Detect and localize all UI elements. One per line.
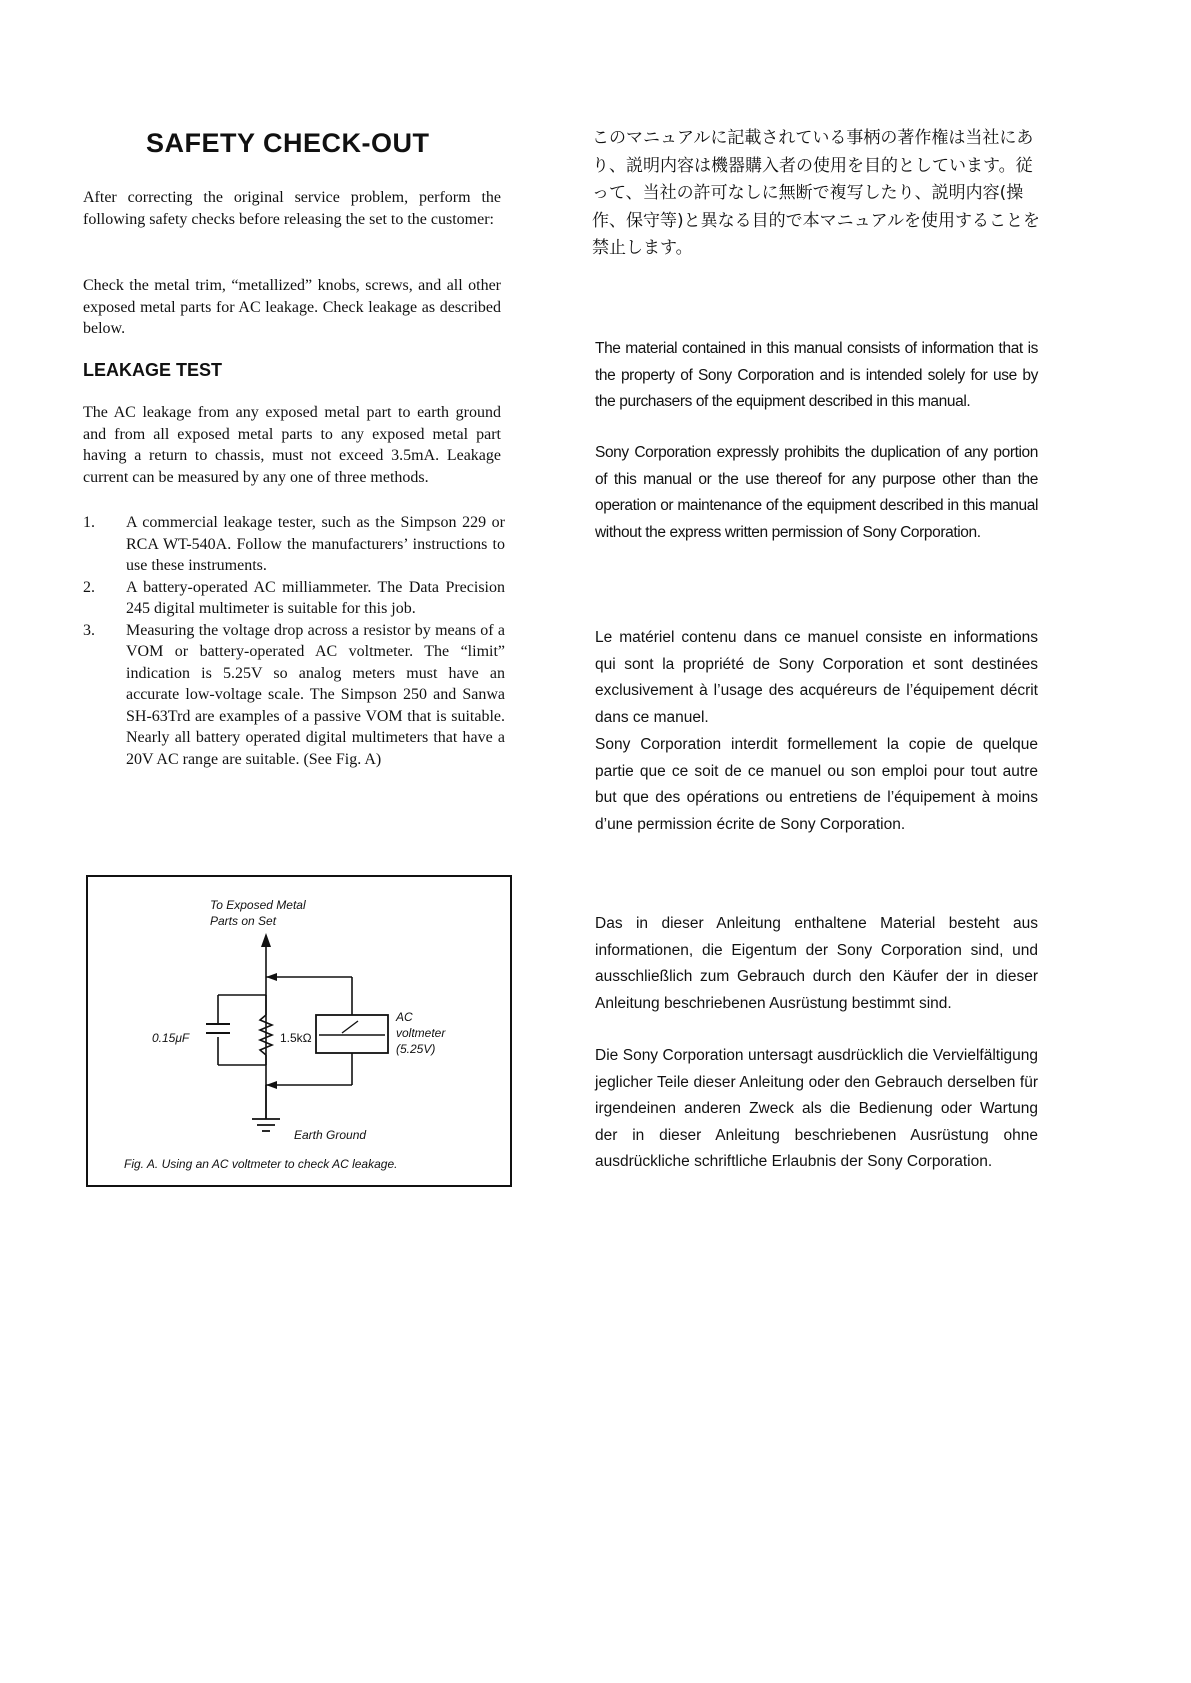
japanese-notice: このマニュアルに記載されている事柄の著作権は当社にあり、説明内容は機器購入者の使用を目的としています。従って、当社の許可なしに無断で複写したり、説明内容(操作、保守等)と異なる目的で本マニュアルを使用することを禁止します。 (592, 128, 1040, 258)
earth-ground-icon (252, 1119, 280, 1131)
check-paragraph: Check the metal trim, “metallized” knobs, screws, and all other exposed metal parts for AC leakage. Check leakage as described below. (83, 277, 501, 337)
list-number: 1. (83, 514, 95, 531)
list-text: A battery-operated AC milliammeter. The Data Precision 245 digital multimeter is suitable for this job. (126, 578, 505, 617)
list-item (83, 620, 505, 771)
meter-label-line1: AC (396, 1010, 413, 1024)
arrow-head-icon (266, 973, 277, 981)
french-notice-2: Sony Corporation interdit formellement la copie de quelque partie que ce soit de ce manuel ou son emploi pour tout autre but que des opérations ou entretiens de l’équipement à moins d’une permission écrite de Sony Corporation. (595, 736, 1038, 833)
capacitor-label: 0.15μF (152, 1031, 190, 1045)
resistor-label: 1.5kΩ (280, 1031, 312, 1045)
german-notice-1: Das in dieser Anleitung enthaltene Material besteht aus informationen, die Eigentum der Sony Corporation sind, und ausschließlich zum Gebrauch durch den Käufer der in dieser Anleitung beschriebenen Ausrüstung bestimmt sind. (595, 915, 1038, 1012)
voltmeter-icon (316, 1015, 388, 1053)
figure-caption: Fig. A. Using an AC voltmeter to check AC leakage. (124, 1157, 398, 1171)
list-number: 3. (83, 621, 95, 639)
list-text: A commercial leakage tester, such as the Simpson 229 or RCA WT-540A. Follow the manufacturers’ instructions to use these instruments. (126, 514, 505, 574)
up-arrow-icon (261, 933, 271, 947)
leakage-test-heading: LEAKAGE TEST (83, 360, 223, 380)
french-notice-1: Le matériel contenu dans ce manuel consiste en informations qui sont la propriété de Sony Corporation et sont destinées exclusivement à l’usage des acquéreurs de l’équipement décrit dans ce manuel. (595, 629, 1038, 726)
meter-label-line2: voltmeter (396, 1026, 446, 1040)
list-item (83, 512, 505, 577)
list-item (83, 577, 505, 620)
top-label-line1: To Exposed Metal (210, 898, 306, 912)
methods-list (83, 512, 505, 770)
english-notice-1: The material contained in this manual consists of information that is the property of Sony Corporation and is intended solely for use by the purchasers of the equipment described in this manual. (595, 340, 1038, 410)
arrow-head-icon (266, 1081, 277, 1089)
list-text: Measuring the voltage drop across a resistor by means of a VOM or battery-operated AC voltmeter. The “limit” indication is 5.25V so analog meters must have an accurate low-voltage scale. The Simpson 250 and Sanwa SH-63Trd are examples of a passive VOM that is suitable. Nearly all battery operated digital multimeters that have a 20V AC range are suitable. (See Fig. A) (126, 621, 505, 768)
meter-label-line3: (5.25V) (396, 1042, 436, 1056)
ground-label: Earth Ground (294, 1128, 367, 1142)
english-notice-2: Sony Corporation expressly prohibits the duplication of any portion of this manual or the use thereof for any purpose other than the operation or maintenance of the equipment described in this manual without the express written permission of Sony Corporation. (595, 444, 1038, 541)
page-title: SAFETY CHECK-OUT (146, 128, 430, 158)
figure-a (86, 875, 512, 1187)
leakage-paragraph: The AC leakage from any exposed metal part to earth ground and from all exposed metal parts to any exposed metal part having a return to chassis, must not exceed 3.5mA. Leakage current can be measured by any one of three methods. (83, 404, 501, 486)
list-number: 2. (83, 578, 95, 596)
german-notice-2: Die Sony Corporation untersagt ausdrücklich die Vervielfältigung jeglicher Teile dieser Anleitung oder den Gebrauch derselben für irgendeinen anderen Zweck als die Bedienung oder Wartung der in dieser Anleitung beschriebenen Ausrüstung ohne ausdrückliche schriftliche Erlaubnis der Sony Corporation. (595, 1047, 1038, 1170)
top-label-line2: Parts on Set (210, 914, 277, 928)
intro-paragraph: After correcting the original service problem, perform the following safety checks before releasing the set to the customer: (83, 189, 501, 228)
circuit-diagram (86, 875, 512, 1187)
